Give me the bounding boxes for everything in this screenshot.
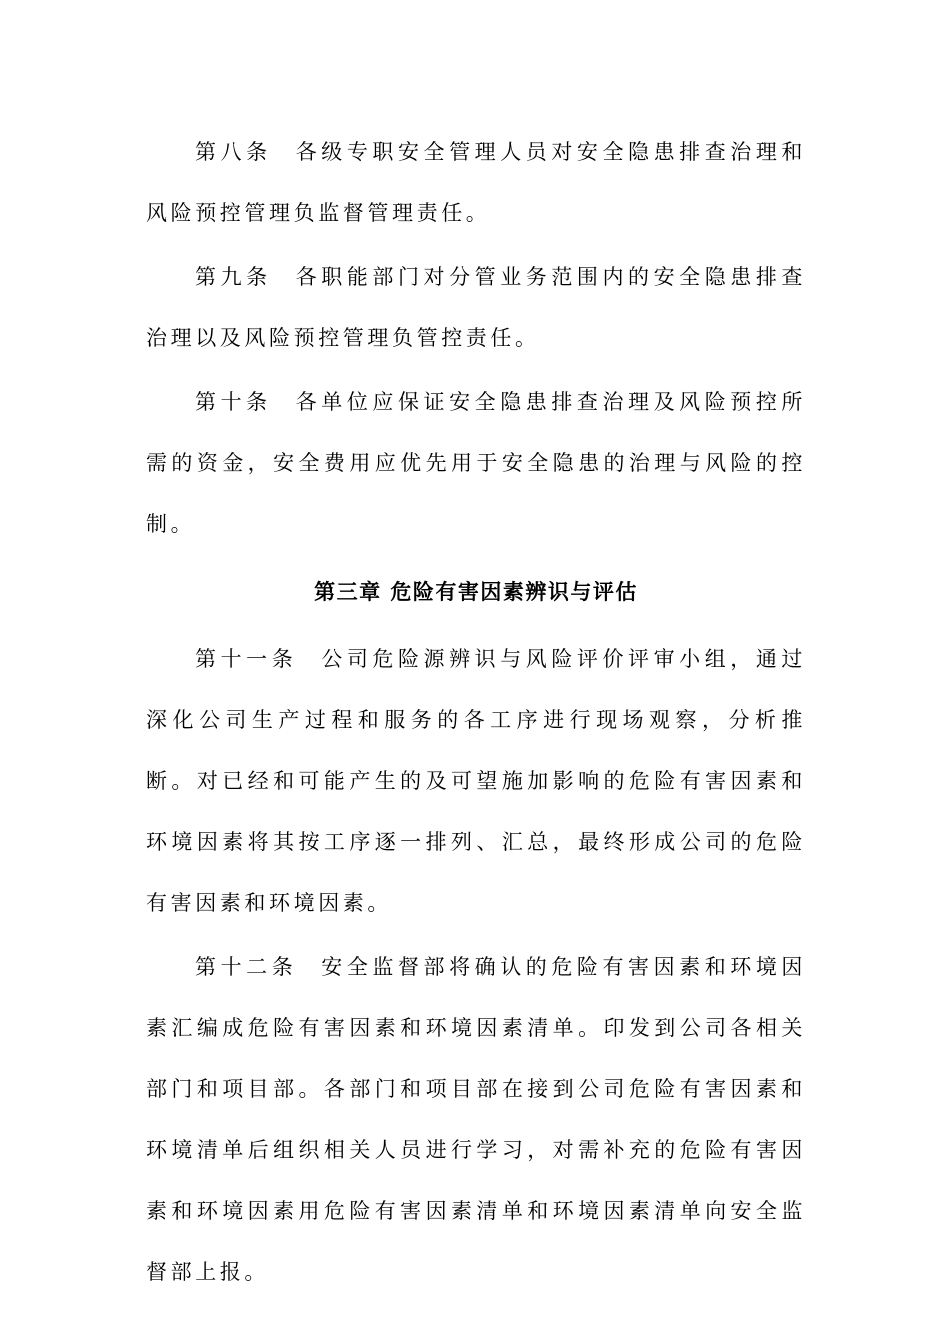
article-text: 公司危险源辨识与风险评价评审小组，通过深化公司生产过程和服务的各工序进行现场观察，分析推断。对已经和可能产生的及可望施加影响的危险有害因素和环境因素将其按工序逐一排列、汇总，最终形成公司的危险有害因素和环境因素。	[146, 647, 806, 915]
article-text: 各单位应保证安全隐患排查治理及风险预控所需的资金，安全费用应优先用于安全隐患的治理与风险的控制。	[146, 390, 806, 536]
article-text: 各职能部门对分管业务范围内的安全隐患排查治理以及风险预控管理负管控责任。	[146, 265, 806, 350]
article-text: 安全监督部将确认的危险有害因素和环境因素汇编成危险有害因素和环境因素清单。印发到公司各相关部门和项目部。各部门和项目部在接到公司危险有害因素和环境清单后组织相关人员进行学习，对需补充的危险有害因素和环境因素用危险有害因素清单和环境因素清单向安全监督部上报。	[146, 955, 806, 1284]
document-body	[146, 122, 806, 1303]
article-number: 第十二条	[195, 955, 298, 979]
article-number: 第八条	[195, 140, 272, 164]
chapter-heading: 第三章 危险有害因素辨识与评估	[314, 579, 638, 604]
article-8	[146, 122, 806, 244]
article-10	[146, 372, 806, 555]
article-text: 各级专职安全管理人员对安全隐患排查治理和风险预控管理负监督管理责任。	[146, 140, 806, 225]
article-number: 第十一条	[195, 647, 298, 671]
article-number: 第十条	[195, 390, 272, 414]
article-12	[146, 937, 806, 1303]
article-11	[146, 629, 806, 934]
article-9	[146, 247, 806, 369]
article-number: 第九条	[195, 265, 272, 289]
